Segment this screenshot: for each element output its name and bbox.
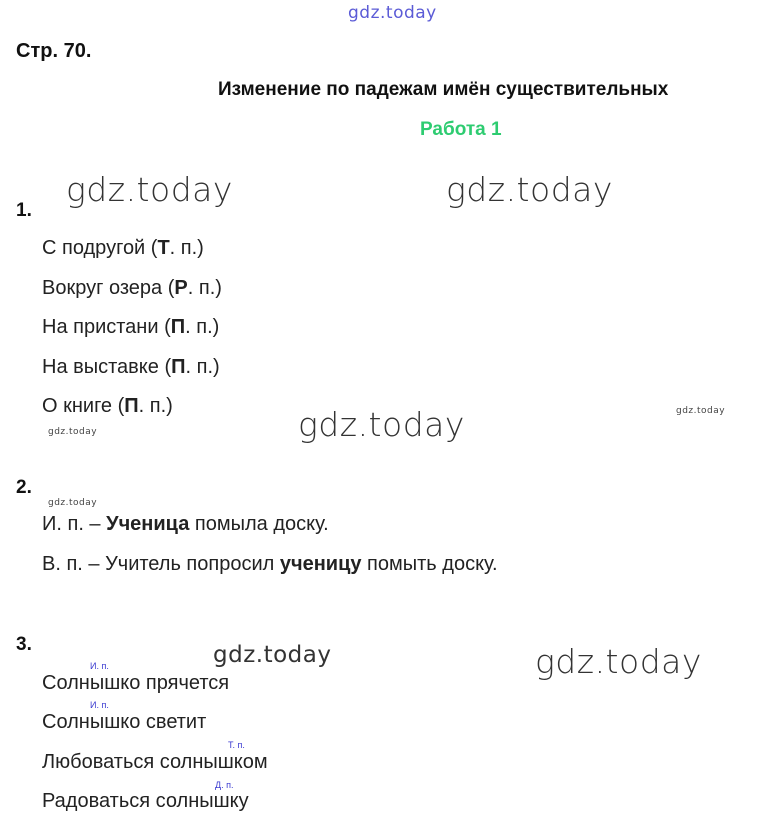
task-3-item: Любоваться солнышком: [42, 751, 268, 773]
task-1-item: На пристани (П. п.): [42, 316, 220, 338]
task-3-item: Солнышко светит: [42, 711, 207, 733]
task-1-item: С подругой (Т. п.): [42, 237, 204, 259]
task-1-item: На выставке (П. п.): [42, 356, 220, 378]
task-1-item: О книге (П. п.): [42, 395, 173, 417]
watermark-large: gdz.today: [66, 170, 233, 209]
watermark-medium: gdz.today: [213, 642, 332, 668]
section-subtitle: Работа 1: [420, 119, 502, 140]
task-1-number: 1.: [16, 200, 32, 221]
task-3-item: Радоваться солнышку: [42, 790, 249, 812]
task-3-number: 3.: [16, 634, 32, 655]
watermark-large: gdz.today: [535, 642, 702, 681]
watermark-small: gdz.today: [48, 427, 98, 437]
task-2-line: В. п. – Учитель попросил ученицу помыть доску.: [42, 553, 498, 575]
watermark-small: gdz.today: [676, 406, 726, 416]
watermark-small: gdz.today: [48, 498, 98, 508]
page-number: Стр. 70.: [16, 40, 92, 62]
task-2-number: 2.: [16, 477, 32, 498]
task-2-line: И. п. – Ученица помыла доску.: [42, 513, 329, 535]
case-tag: И. п.: [90, 700, 109, 710]
watermark-large: gdz.today: [446, 170, 613, 209]
case-tag: Д. п.: [215, 780, 234, 790]
page-title: Изменение по падежам имён существительных: [218, 79, 669, 100]
task-1-item: Вокруг озера (Р. п.): [42, 277, 222, 299]
task-3-item: Солнышко прячется: [42, 672, 230, 694]
watermark-large: gdz.today: [298, 405, 465, 444]
case-tag: И. п.: [90, 661, 109, 671]
watermark-top: gdz.today: [348, 3, 437, 23]
case-tag: Т. п.: [228, 740, 245, 750]
